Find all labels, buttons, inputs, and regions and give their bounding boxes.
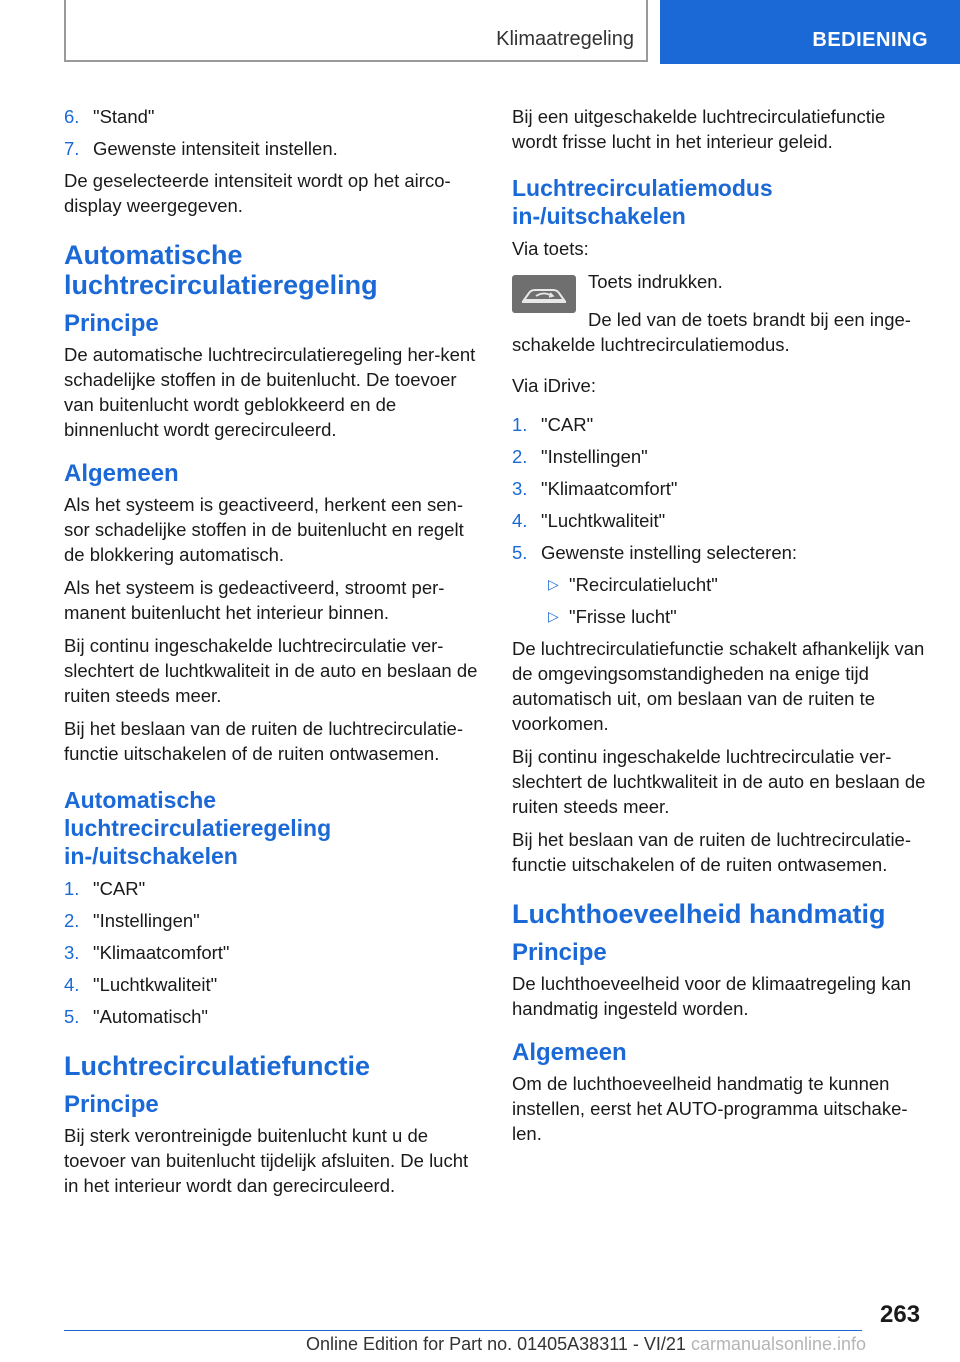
paragraph: Bij het beslaan van de ruiten de luchtrecirculatie-functie uitschakelen of de ruiten ontwasemen. (64, 718, 464, 764)
triangle-bullet-icon: ▷ (548, 608, 559, 624)
list-item: 3. "Klimaatcomfort" (64, 942, 230, 963)
paragraph: Als het systeem is gedeactiveerd, stroomt per-manent buitenlucht het interieur binnen. (64, 577, 445, 623)
footer-divider (64, 1330, 862, 1331)
heading-automatic-recirculation: Automatische luchtrecirculatieregeling (64, 240, 378, 300)
paragraph: Bij het beslaan van de ruiten de luchtrecirculatie-functie uitschakelen of de ruiten ontwasemen. (512, 829, 912, 875)
paragraph: De led van de toets brandt bij een inge-schakelde luchtrecirculatiemodus. (512, 309, 911, 355)
list-item: 5. "Automatisch" (64, 1006, 208, 1027)
paragraph: De luchthoeveelheid voor de klimaatregeling kan handmatig ingesteld worden. (512, 973, 912, 1019)
footer-edition-text: Online Edition for Part no. 01405A38311 - VI/21 (306, 1334, 686, 1354)
paragraph: De automatische luchtrecirculatieregeling her-kent schadelijke stoffen in de buitenlucht. De toevoer van buitenlucht wordt geblokkeerd en de binnenlucht wordt gerecirculeerd. (64, 344, 476, 440)
paragraph: Bij continu ingeschakelde luchtrecirculatie ver-slechtert de luchtkwaliteit in de auto en beslaan de ruiten steeds meer. (512, 746, 926, 817)
subheading-principe: Principe (64, 310, 159, 337)
page-number: 263 (880, 1301, 921, 1328)
header-chapter-title: BEDIENING (812, 29, 928, 51)
list-item: 1. "CAR" (64, 878, 146, 899)
paragraph: Toets indrukken. (588, 271, 723, 292)
paragraph: Via toets: (512, 238, 589, 259)
heading-recirculation-mode: Luchtrecirculatiemodus in-/uitschakelen (512, 175, 773, 229)
paragraph: Via iDrive: (512, 375, 596, 396)
list-item: ▷ "Frisse lucht" (548, 606, 677, 627)
watermark: carmanualsonline.info (690, 1334, 867, 1354)
paragraph: De geselecteerde intensiteit wordt op het airco-display weergegeven. (64, 170, 451, 216)
bullet-sublist (512, 572, 926, 629)
numbered-list-auto (64, 876, 480, 1029)
footer-edition (306, 1334, 866, 1355)
paragraph: Bij sterk verontreinigde buitenlucht kunt u de toevoer van buitenlucht tijdelijk afsluiten. De lucht in het interieur wordt dan gerecirculeerd. (64, 1125, 469, 1196)
heading-air-volume: Luchthoeveelheid handmatig (512, 899, 886, 929)
recirculation-icon (512, 275, 576, 313)
numbered-list-top (64, 104, 480, 161)
header-section-title: Klimaatregeling (496, 28, 634, 50)
list-item: 5. Gewenste instelling selecteren: (512, 542, 798, 563)
heading-recirculation-function: Luchtrecirculatiefunctie (64, 1051, 371, 1081)
paragraph: De luchtrecirculatiefunctie schakelt afhankelijk van de omgevingsomstandigheden na enige tijd automatisch uit, om beslaan van de ruiten te voorkomen. (512, 638, 925, 734)
subheading-principe: Principe (64, 1091, 159, 1118)
numbered-list-idrive (512, 412, 926, 565)
header-section-box (64, 0, 648, 62)
list-item: 4. "Luchtkwaliteit" (64, 974, 218, 995)
right-column (512, 104, 926, 1154)
left-column (64, 104, 480, 1206)
paragraph: Bij continu ingeschakelde luchtrecirculatie ver-slechtert de luchtkwaliteit in de auto en beslaan de ruiten steeds meer. (64, 635, 478, 706)
subheading-algemeen: Algemeen (512, 1039, 627, 1066)
list-item: 2. "Instellingen" (64, 910, 200, 931)
list-item: ▷ "Recirculatielucht" (548, 574, 718, 595)
list-item: 7. Gewenste intensiteit instellen. (64, 138, 338, 159)
list-item: 2. "Instellingen" (512, 446, 648, 467)
list-item: 3. "Klimaatcomfort" (512, 478, 678, 499)
list-item: 1. "CAR" (512, 414, 594, 435)
heading-auto-onoff: Automatische luchtrecirculatieregeling in-/uitschakelen (64, 787, 332, 869)
list-item: 4. "Luchtkwaliteit" (512, 510, 666, 531)
triangle-bullet-icon: ▷ (548, 576, 559, 592)
paragraph: Om de luchthoeveelheid handmatig te kunnen instellen, eerst het AUTO-programma uitschake-len. (512, 1073, 908, 1144)
subheading-principe: Principe (512, 939, 607, 966)
button-instruction (512, 269, 926, 313)
subheading-algemeen: Algemeen (64, 460, 179, 487)
paragraph: Bij een uitgeschakelde luchtrecirculatiefunctie wordt frisse lucht in het interieur geleid. (512, 106, 886, 152)
list-item: 6. "Stand" (64, 106, 155, 127)
paragraph: Als het systeem is geactiveerd, herkent een sen-sor schadelijke stoffen in de buitenlucht en regelt de blokkering automatisch. (64, 494, 464, 565)
header-chapter-tab (660, 0, 960, 64)
